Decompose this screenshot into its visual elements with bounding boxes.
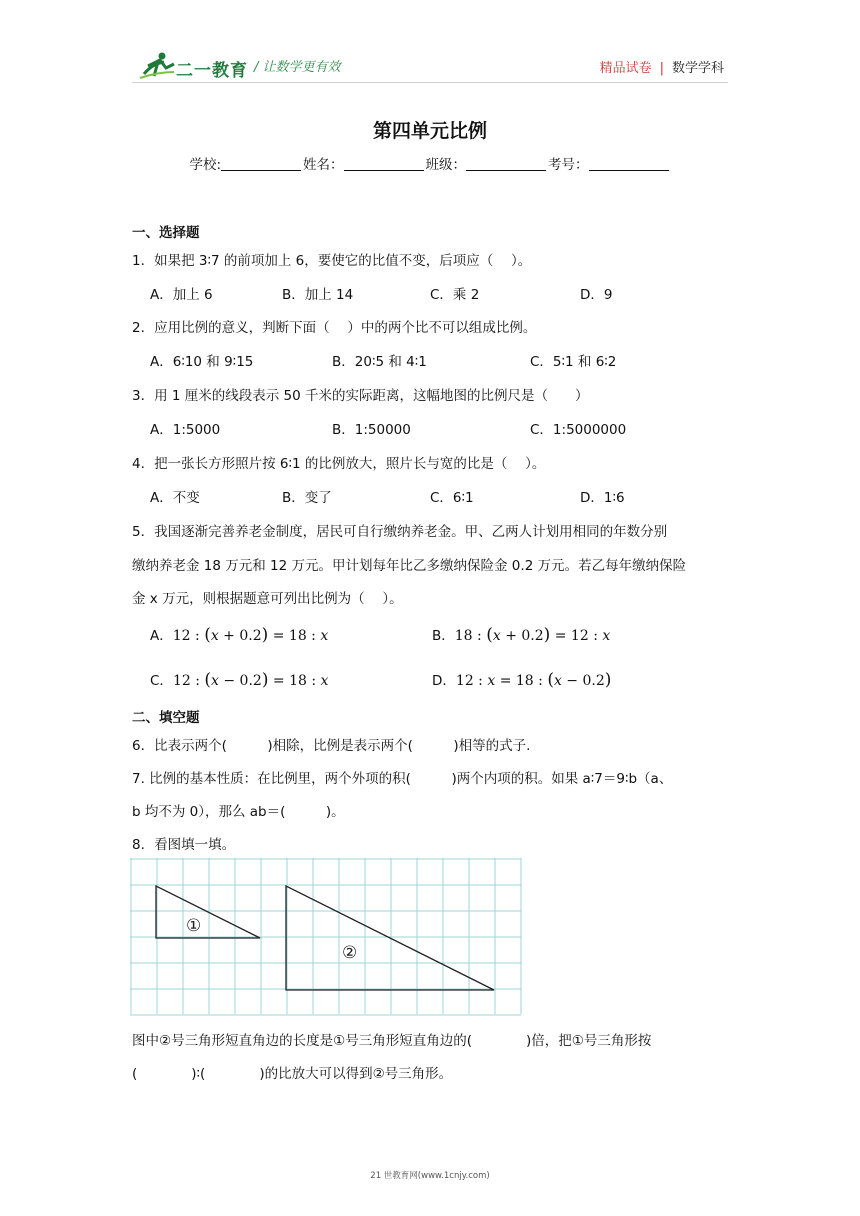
q4-option-b[interactable]: B．变了	[282, 490, 332, 506]
q4-option-a[interactable]: A．不变	[150, 490, 200, 506]
q7-text-line2: b 均不为 0），那么 ab＝( )。	[132, 804, 345, 820]
student-info	[0, 153, 860, 173]
q3-text: 3．用 1 厘米的线段表示 50 千米的实际距离，这幅地图的比例尺是（ ）	[132, 388, 589, 404]
triangle-2	[286, 886, 494, 990]
section-fill-title: 二、填空题	[132, 710, 200, 726]
q5-text-line3: 金 x 万元，则根据题意可列出比例为（ ）。	[132, 591, 403, 607]
brand-name: 二一教育	[176, 61, 248, 81]
q5-option-b-label: B．	[432, 628, 455, 644]
q1-option-d[interactable]: D．9	[580, 287, 613, 303]
grid-figure	[130, 858, 522, 1016]
q5-text-line2: 缴纳养老金 18 万元和 12 万元。甲计划每年比乙多缴纳保险金 0.2 万元。若乙每年缴纳保险	[132, 558, 687, 574]
q7-text-line1: 7. 比例的基本性质：在比例里，两个外项的积( )两个内项的积。如果 a∶7＝9∶b（a、	[132, 771, 673, 787]
q5-option-a-label: A．	[150, 628, 173, 644]
school-blank[interactable]	[221, 157, 301, 171]
page-title: 第四单元比例	[372, 120, 487, 142]
q3-option-c[interactable]: C．1:5000000	[530, 422, 627, 438]
q1-option-a[interactable]: A．加上 6	[150, 287, 213, 303]
q5-option-d[interactable]	[432, 669, 611, 690]
paper-tag: 精品试卷	[599, 61, 652, 76]
q4-option-c[interactable]: C．6∶1	[430, 490, 474, 506]
q5-option-a[interactable]	[150, 624, 328, 645]
q5-option-a-formula: 12 : (x + 0.2) = 18 : x	[172, 625, 329, 645]
header-divider	[132, 82, 728, 83]
q1-text: 1．如果把 3∶7 的前项加上 6，要使它的比值不变，后项应（ ）。	[132, 253, 532, 269]
tag-separator: |	[659, 61, 664, 76]
q5-option-c-formula: 12 : (x − 0.2) = 18 : x	[172, 670, 329, 690]
q5-option-c-label: C．	[150, 673, 173, 689]
q8-text: 8．看图填一填。	[132, 837, 236, 853]
q5-option-d-label: D．	[432, 673, 456, 689]
exam-no-blank[interactable]	[589, 157, 669, 171]
q4-text: 4．把一张长方形照片按 6∶1 的比例放大，照片长与宽的比是（ ）。	[132, 456, 546, 472]
q1-option-c[interactable]: C．乘 2	[430, 287, 480, 303]
q5-option-d-formula: 12 : x = 18 : (x − 0.2)	[455, 670, 612, 690]
q4-option-d[interactable]: D．1∶6	[580, 490, 625, 506]
q2-option-a[interactable]: A．6∶10 和 9∶15	[150, 354, 254, 370]
q5-option-b[interactable]	[432, 624, 610, 645]
exam-no-label: 考号：	[548, 157, 589, 173]
triangle-1-label: ①	[186, 916, 202, 936]
school-label: 学校:	[189, 157, 222, 173]
q5-option-c[interactable]	[150, 669, 328, 690]
q2-option-c[interactable]: C．5∶1 和 6∶2	[530, 354, 617, 370]
q2-text: 2．应用比例的意义，判断下面（ ）中的两个比不可以组成比例。	[132, 320, 537, 336]
q5-option-b-formula: 18 : (x + 0.2) = 12 : x	[454, 625, 611, 645]
q3-option-b[interactable]: B．1:50000	[332, 422, 411, 438]
q3-option-a[interactable]: A．1:5000	[150, 422, 221, 438]
class-label: 班级：	[425, 157, 467, 173]
grid-lines	[130, 858, 521, 1015]
triangle-1	[156, 886, 260, 938]
q6-text: 6．比表示两个( )相除，比例是表示两个( )相等的式子.	[132, 738, 531, 754]
triangle-2-label: ②	[342, 943, 358, 963]
class-blank[interactable]	[466, 157, 546, 171]
name-label: 姓名：	[303, 157, 344, 173]
header-tag	[600, 57, 724, 76]
q2-option-b[interactable]: B．20∶5 和 4∶1	[332, 354, 427, 370]
q1-option-b[interactable]: B．加上 14	[282, 287, 354, 303]
page-footer: 21 世教育网(www.1cnjy.com)	[370, 1171, 490, 1181]
section-choice-title: 一、选择题	[132, 225, 200, 241]
q8-answer-line2: ( )∶( )的比放大可以得到②号三角形。	[132, 1066, 453, 1082]
brand-slogan: / 让数学更有效	[254, 60, 341, 75]
q5-text-line1: 5．我国逐渐完善养老金制度，居民可自行缴纳养老金。甲、乙两人计划用相同的年数分别	[132, 524, 668, 540]
q8-answer-line1: 图中②号三角形短直角边的长度是①号三角形短直角边的( )倍，把①号三角形按	[132, 1033, 652, 1049]
subject-tag: 数学学科	[671, 61, 724, 76]
name-blank[interactable]	[344, 157, 424, 171]
